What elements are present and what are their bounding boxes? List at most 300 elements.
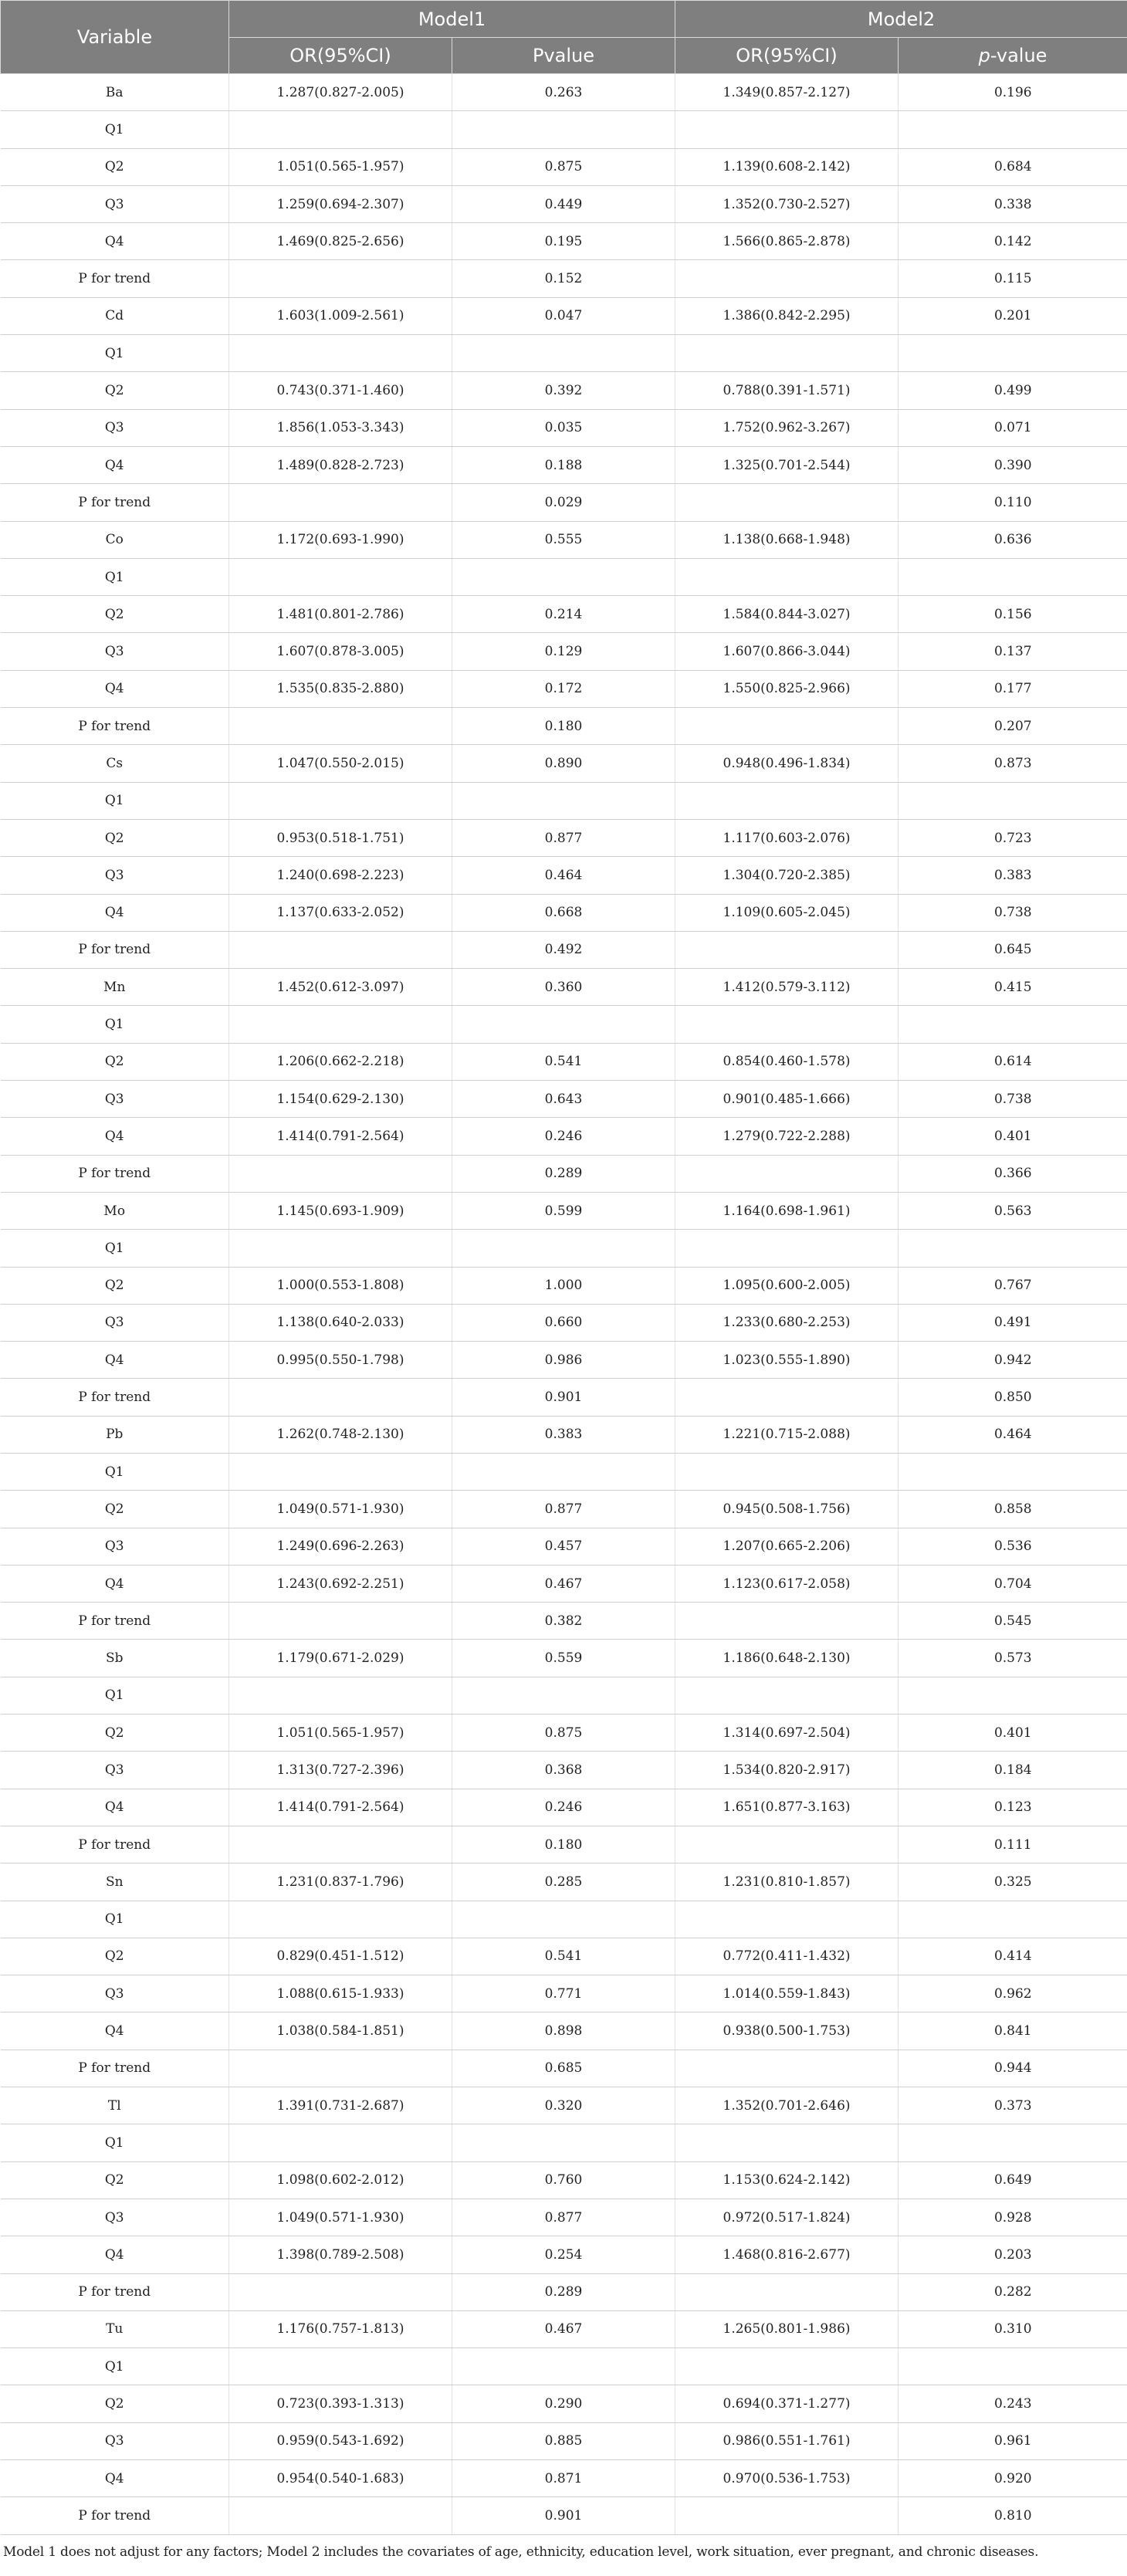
table-row bbox=[1, 1528, 1127, 1565]
table-row bbox=[1, 74, 1127, 111]
table-row bbox=[1, 1043, 1127, 1080]
cell-model2-pvalue: 0.196 bbox=[899, 74, 1127, 111]
cell-model2-pvalue: 0.545 bbox=[899, 1603, 1127, 1640]
cell-model1-pvalue: 0.254 bbox=[452, 2236, 675, 2273]
cell-model2-or: 1.534(0.820-2.917) bbox=[675, 1752, 899, 1789]
table-row bbox=[1, 1789, 1127, 1826]
table-row bbox=[1, 2273, 1127, 2310]
cell-model2-pvalue: 0.942 bbox=[899, 1342, 1127, 1379]
cell-model2-or bbox=[675, 260, 899, 297]
cell-model1-or bbox=[229, 708, 452, 745]
cell-model1-or: 1.047(0.550-2.015) bbox=[229, 745, 452, 782]
cell-variable: Mo bbox=[1, 1192, 229, 1229]
cell-model2-or: 0.970(0.536-1.753) bbox=[675, 2460, 899, 2497]
cell-model2-or: 1.386(0.842-2.295) bbox=[675, 297, 899, 334]
cell-variable: Q3 bbox=[1, 2199, 229, 2236]
cell-variable: Mn bbox=[1, 969, 229, 1006]
table-row bbox=[1, 2161, 1127, 2199]
cell-variable: P for trend bbox=[1, 1603, 229, 1640]
cell-model2-or: 1.304(0.720-2.385) bbox=[675, 857, 899, 894]
header-value-suffix: -value bbox=[990, 45, 1047, 66]
cell-model2-or: 1.584(0.844-3.027) bbox=[675, 596, 899, 633]
table-row bbox=[1, 1901, 1127, 1938]
table-row bbox=[1, 1230, 1127, 1267]
cell-model1-pvalue: 0.599 bbox=[452, 1192, 675, 1229]
cell-model1-pvalue: 0.467 bbox=[452, 1565, 675, 1602]
cell-model2-pvalue: 0.961 bbox=[899, 2422, 1127, 2459]
cell-model1-pvalue: 0.047 bbox=[452, 297, 675, 334]
cell-model2-or: 0.901(0.485-1.666) bbox=[675, 1081, 899, 1118]
cell-model1-pvalue: 0.285 bbox=[452, 1863, 675, 1901]
cell-model2-pvalue: 0.282 bbox=[899, 2273, 1127, 2310]
cell-model2-or bbox=[675, 558, 899, 595]
cell-model1-pvalue bbox=[452, 1006, 675, 1043]
cell-model1-pvalue: 0.877 bbox=[452, 2199, 675, 2236]
cell-model2-or bbox=[675, 1230, 899, 1267]
cell-variable: Q1 bbox=[1, 1230, 229, 1267]
cell-model2-or bbox=[675, 111, 899, 148]
table-row bbox=[1, 969, 1127, 1006]
cell-model1-pvalue: 0.660 bbox=[452, 1304, 675, 1341]
cell-model1-or: 1.287(0.827-2.005) bbox=[229, 74, 452, 111]
cell-variable: P for trend bbox=[1, 2050, 229, 2087]
cell-model1-or bbox=[229, 2497, 452, 2534]
cell-model1-pvalue: 0.195 bbox=[452, 223, 675, 260]
cell-model2-or bbox=[675, 1677, 899, 1714]
cell-variable: Q3 bbox=[1, 185, 229, 222]
cell-variable: Q3 bbox=[1, 1752, 229, 1789]
cell-model1-pvalue: 0.559 bbox=[452, 1640, 675, 1677]
cell-variable: Q3 bbox=[1, 633, 229, 670]
table-row bbox=[1, 894, 1127, 931]
cell-model1-or: 1.414(0.791-2.564) bbox=[229, 1118, 452, 1155]
cell-variable: Q2 bbox=[1, 2385, 229, 2422]
cell-model1-pvalue: 0.464 bbox=[452, 857, 675, 894]
header-model1-or: OR(95%CI) bbox=[229, 38, 452, 74]
table-row bbox=[1, 1379, 1127, 1416]
cell-model1-or bbox=[229, 1230, 452, 1267]
cell-model2-pvalue: 0.243 bbox=[899, 2385, 1127, 2422]
cell-variable: Q2 bbox=[1, 148, 229, 185]
cell-model1-or: 1.049(0.571-1.930) bbox=[229, 2199, 452, 2236]
cell-model1-or bbox=[229, 1677, 452, 1714]
table-row bbox=[1, 1640, 1127, 1677]
cell-variable: P for trend bbox=[1, 1826, 229, 1863]
cell-model2-or bbox=[675, 2124, 899, 2161]
cell-model2-pvalue bbox=[899, 1677, 1127, 1714]
cell-model1-or: 1.138(0.640-2.033) bbox=[229, 1304, 452, 1341]
cell-model2-or: 1.314(0.697-2.504) bbox=[675, 1715, 899, 1752]
cell-model2-or: 0.854(0.460-1.578) bbox=[675, 1043, 899, 1080]
cell-model2-or bbox=[675, 2050, 899, 2087]
cell-variable: Ba bbox=[1, 74, 229, 111]
cell-variable: Q1 bbox=[1, 111, 229, 148]
cell-variable: Q1 bbox=[1, 2348, 229, 2385]
cell-model1-or: 1.231(0.837-1.796) bbox=[229, 1863, 452, 1901]
cell-model2-or bbox=[675, 335, 899, 372]
cell-model1-pvalue: 1.000 bbox=[452, 1267, 675, 1304]
cell-variable: Cd bbox=[1, 297, 229, 334]
table-row bbox=[1, 1603, 1127, 1640]
cell-model2-or: 1.349(0.857-2.127) bbox=[675, 74, 899, 111]
cell-variable: Q1 bbox=[1, 2124, 229, 2161]
cell-model1-pvalue: 0.885 bbox=[452, 2422, 675, 2459]
header-model2: Model2 bbox=[675, 1, 1127, 38]
cell-model1-or bbox=[229, 484, 452, 521]
cell-model2-or: 1.138(0.668-1.948) bbox=[675, 521, 899, 558]
table-row bbox=[1, 1081, 1127, 1118]
table-body bbox=[1, 74, 1127, 2535]
cell-model1-or: 1.179(0.671-2.029) bbox=[229, 1640, 452, 1677]
cell-model2-or bbox=[675, 1006, 899, 1043]
cell-model2-pvalue: 0.464 bbox=[899, 1416, 1127, 1453]
cell-model2-pvalue: 0.858 bbox=[899, 1491, 1127, 1528]
cell-model1-pvalue: 0.246 bbox=[452, 1118, 675, 1155]
cell-variable: Q2 bbox=[1, 1267, 229, 1304]
cell-model1-or: 0.959(0.543-1.692) bbox=[229, 2422, 452, 2459]
cell-model1-or bbox=[229, 1379, 452, 1416]
cell-model2-pvalue bbox=[899, 2348, 1127, 2385]
cell-model1-pvalue: 0.890 bbox=[452, 745, 675, 782]
table-row bbox=[1, 2310, 1127, 2348]
cell-model1-or bbox=[229, 2348, 452, 2385]
table-row bbox=[1, 2497, 1127, 2534]
header-model1-pvalue: Pvalue bbox=[452, 38, 675, 74]
cell-model2-pvalue: 0.310 bbox=[899, 2310, 1127, 2348]
cell-model2-pvalue: 0.563 bbox=[899, 1192, 1127, 1229]
cell-variable: P for trend bbox=[1, 2497, 229, 2534]
table-header bbox=[1, 1, 1127, 74]
table-row bbox=[1, 745, 1127, 782]
cell-model2-pvalue: 0.738 bbox=[899, 1081, 1127, 1118]
cell-model2-or: 0.986(0.551-1.761) bbox=[675, 2422, 899, 2459]
cell-model2-pvalue: 0.184 bbox=[899, 1752, 1127, 1789]
cell-model2-pvalue: 0.203 bbox=[899, 2236, 1127, 2273]
cell-model1-or bbox=[229, 335, 452, 372]
cell-variable: Q4 bbox=[1, 670, 229, 707]
cell-model2-pvalue: 0.115 bbox=[899, 260, 1127, 297]
cell-model1-or: 1.051(0.565-1.957) bbox=[229, 1715, 452, 1752]
cell-variable: Q1 bbox=[1, 1006, 229, 1043]
cell-variable: P for trend bbox=[1, 1155, 229, 1192]
cell-model2-or: 1.117(0.603-2.076) bbox=[675, 819, 899, 856]
cell-model1-pvalue: 0.467 bbox=[452, 2310, 675, 2348]
cell-model2-pvalue: 0.810 bbox=[899, 2497, 1127, 2534]
cell-model1-pvalue: 0.875 bbox=[452, 148, 675, 185]
cell-model1-or: 1.249(0.696-2.263) bbox=[229, 1528, 452, 1565]
header-model2-or: OR(95%CI) bbox=[675, 38, 899, 74]
cell-model1-or bbox=[229, 931, 452, 968]
cell-variable: Q1 bbox=[1, 1677, 229, 1714]
cell-model1-pvalue: 0.901 bbox=[452, 2497, 675, 2534]
cell-model2-or bbox=[675, 931, 899, 968]
table-row bbox=[1, 1975, 1127, 2012]
cell-model1-pvalue: 0.180 bbox=[452, 1826, 675, 1863]
cell-model2-or bbox=[675, 1379, 899, 1416]
cell-model1-or: 0.723(0.393-1.313) bbox=[229, 2385, 452, 2422]
cell-model2-or bbox=[675, 1901, 899, 1938]
table-row bbox=[1, 2385, 1127, 2422]
cell-model1-or: 1.145(0.693-1.909) bbox=[229, 1192, 452, 1229]
cell-variable: Cs bbox=[1, 745, 229, 782]
cell-variable: Q3 bbox=[1, 1528, 229, 1565]
table-row bbox=[1, 1826, 1127, 1863]
cell-model2-pvalue: 0.071 bbox=[899, 409, 1127, 446]
cell-model1-pvalue bbox=[452, 1453, 675, 1490]
cell-variable: P for trend bbox=[1, 1379, 229, 1416]
table-row bbox=[1, 521, 1127, 558]
cell-model2-pvalue: 0.738 bbox=[899, 894, 1127, 931]
table-row bbox=[1, 484, 1127, 521]
cell-model1-pvalue: 0.152 bbox=[452, 260, 675, 297]
cell-model1-pvalue: 0.383 bbox=[452, 1416, 675, 1453]
cell-model1-or bbox=[229, 1826, 452, 1863]
table-row bbox=[1, 2124, 1127, 2161]
cell-model2-or bbox=[675, 1826, 899, 1863]
cell-model2-pvalue: 0.499 bbox=[899, 372, 1127, 409]
cell-model1-or bbox=[229, 1006, 452, 1043]
cell-model2-or bbox=[675, 2273, 899, 2310]
cell-model1-or: 0.829(0.451-1.512) bbox=[229, 1938, 452, 1975]
cell-model1-pvalue: 0.901 bbox=[452, 1379, 675, 1416]
cell-model2-pvalue: 0.110 bbox=[899, 484, 1127, 521]
cell-model1-pvalue: 0.263 bbox=[452, 74, 675, 111]
table-row bbox=[1, 1752, 1127, 1789]
cell-variable: P for trend bbox=[1, 484, 229, 521]
cell-model2-pvalue bbox=[899, 782, 1127, 819]
cell-variable: P for trend bbox=[1, 2273, 229, 2310]
cell-variable: Tu bbox=[1, 2310, 229, 2348]
cell-model1-or: 0.953(0.518-1.751) bbox=[229, 819, 452, 856]
cell-model1-or: 1.051(0.565-1.957) bbox=[229, 148, 452, 185]
cell-model1-pvalue: 0.368 bbox=[452, 1752, 675, 1789]
cell-variable: Tl bbox=[1, 2087, 229, 2124]
cell-model1-or bbox=[229, 1901, 452, 1938]
cell-model1-or bbox=[229, 1155, 452, 1192]
cell-model1-pvalue: 0.643 bbox=[452, 1081, 675, 1118]
table-row bbox=[1, 2236, 1127, 2273]
cell-model2-pvalue: 0.207 bbox=[899, 708, 1127, 745]
table-row bbox=[1, 335, 1127, 372]
cell-model1-or: 1.313(0.727-2.396) bbox=[229, 1752, 452, 1789]
table-row bbox=[1, 2012, 1127, 2050]
cell-model1-or: 1.414(0.791-2.564) bbox=[229, 1789, 452, 1826]
cell-model1-or bbox=[229, 1453, 452, 1490]
cell-model2-or bbox=[675, 708, 899, 745]
cell-model2-pvalue bbox=[899, 335, 1127, 372]
cell-model2-or: 1.207(0.665-2.206) bbox=[675, 1528, 899, 1565]
cell-model1-pvalue bbox=[452, 1901, 675, 1938]
cell-model1-or bbox=[229, 2124, 452, 2161]
cell-model2-or: 1.566(0.865-2.878) bbox=[675, 223, 899, 260]
table-row bbox=[1, 446, 1127, 483]
cell-model2-pvalue: 0.401 bbox=[899, 1715, 1127, 1752]
cell-model1-pvalue: 0.898 bbox=[452, 2012, 675, 2050]
cell-model1-pvalue: 0.668 bbox=[452, 894, 675, 931]
table-row bbox=[1, 1938, 1127, 1975]
cell-variable: P for trend bbox=[1, 708, 229, 745]
cell-model1-or: 0.743(0.371-1.460) bbox=[229, 372, 452, 409]
cell-model2-pvalue bbox=[899, 111, 1127, 148]
cell-model1-or: 1.469(0.825-2.656) bbox=[229, 223, 452, 260]
cell-model1-pvalue: 0.457 bbox=[452, 1528, 675, 1565]
cell-model1-pvalue: 0.289 bbox=[452, 2273, 675, 2310]
cell-model2-pvalue: 0.383 bbox=[899, 857, 1127, 894]
table-row bbox=[1, 111, 1127, 148]
cell-model2-or: 1.164(0.698-1.961) bbox=[675, 1192, 899, 1229]
cell-model1-pvalue bbox=[452, 782, 675, 819]
cell-model1-or bbox=[229, 2273, 452, 2310]
cell-variable: Q4 bbox=[1, 1565, 229, 1602]
cell-model2-or: 1.752(0.962-3.267) bbox=[675, 409, 899, 446]
cell-model2-or: 1.265(0.801-1.986) bbox=[675, 2310, 899, 2348]
cell-model1-pvalue bbox=[452, 2124, 675, 2161]
header-variable: Variable bbox=[1, 1, 229, 74]
cell-variable: Q3 bbox=[1, 409, 229, 446]
cell-model2-pvalue bbox=[899, 558, 1127, 595]
cell-variable: Q1 bbox=[1, 782, 229, 819]
cell-model2-or: 1.231(0.810-1.857) bbox=[675, 1863, 899, 1901]
cell-model2-or: 0.972(0.517-1.824) bbox=[675, 2199, 899, 2236]
table-row bbox=[1, 633, 1127, 670]
cell-model2-pvalue: 0.156 bbox=[899, 596, 1127, 633]
cell-model1-pvalue: 0.877 bbox=[452, 1491, 675, 1528]
cell-model2-pvalue: 0.373 bbox=[899, 2087, 1127, 2124]
table-row bbox=[1, 1342, 1127, 1379]
cell-model1-or: 1.172(0.693-1.990) bbox=[229, 521, 452, 558]
cell-model2-or: 1.023(0.555-1.890) bbox=[675, 1342, 899, 1379]
table-row bbox=[1, 297, 1127, 334]
table-row bbox=[1, 782, 1127, 819]
table-row bbox=[1, 1863, 1127, 1901]
cell-model2-pvalue: 0.338 bbox=[899, 185, 1127, 222]
cell-model2-pvalue: 0.177 bbox=[899, 670, 1127, 707]
cell-model1-pvalue: 0.877 bbox=[452, 819, 675, 856]
cell-model1-or: 1.489(0.828-2.723) bbox=[229, 446, 452, 483]
cell-model2-pvalue: 0.414 bbox=[899, 1938, 1127, 1975]
cell-model2-or: 1.186(0.648-2.130) bbox=[675, 1640, 899, 1677]
cell-variable: Q3 bbox=[1, 1081, 229, 1118]
cell-model1-pvalue bbox=[452, 335, 675, 372]
cell-model2-or: 1.221(0.715-2.088) bbox=[675, 1416, 899, 1453]
cell-model1-or: 1.259(0.694-2.307) bbox=[229, 185, 452, 222]
cell-model2-pvalue bbox=[899, 1006, 1127, 1043]
header-model1: Model1 bbox=[229, 1, 675, 38]
table-row bbox=[1, 1192, 1127, 1229]
table-row bbox=[1, 2460, 1127, 2497]
cell-model2-or: 1.325(0.701-2.544) bbox=[675, 446, 899, 483]
table-row bbox=[1, 857, 1127, 894]
cell-model1-pvalue: 0.392 bbox=[452, 372, 675, 409]
cell-model2-or: 1.651(0.877-3.163) bbox=[675, 1789, 899, 1826]
cell-model2-pvalue bbox=[899, 1453, 1127, 1490]
cell-model1-pvalue: 0.214 bbox=[452, 596, 675, 633]
cell-model1-pvalue: 0.246 bbox=[452, 1789, 675, 1826]
table-row bbox=[1, 2199, 1127, 2236]
cell-variable: Q3 bbox=[1, 857, 229, 894]
cell-model2-pvalue: 0.111 bbox=[899, 1826, 1127, 1863]
cell-variable: Q2 bbox=[1, 819, 229, 856]
cell-model2-pvalue: 0.850 bbox=[899, 1379, 1127, 1416]
cell-model1-or: 1.262(0.748-2.130) bbox=[229, 1416, 452, 1453]
cell-variable: Q3 bbox=[1, 1304, 229, 1341]
cell-model2-pvalue: 0.944 bbox=[899, 2050, 1127, 2087]
table-row bbox=[1, 819, 1127, 856]
cell-model1-or: 0.995(0.550-1.798) bbox=[229, 1342, 452, 1379]
cell-model2-pvalue: 0.325 bbox=[899, 1863, 1127, 1901]
cell-model2-or: 1.153(0.624-2.142) bbox=[675, 2161, 899, 2199]
cell-model1-pvalue: 0.541 bbox=[452, 1938, 675, 1975]
cell-model2-pvalue: 0.201 bbox=[899, 297, 1127, 334]
cell-model2-or bbox=[675, 2497, 899, 2534]
cell-variable: Q1 bbox=[1, 1901, 229, 1938]
table-row bbox=[1, 596, 1127, 633]
cell-model2-or bbox=[675, 2348, 899, 2385]
cell-model2-pvalue: 0.645 bbox=[899, 931, 1127, 968]
cell-model2-or: 1.468(0.816-2.677) bbox=[675, 2236, 899, 2273]
cell-model1-pvalue: 0.771 bbox=[452, 1975, 675, 2012]
cell-variable: Q1 bbox=[1, 1453, 229, 1490]
table-row bbox=[1, 148, 1127, 185]
cell-model1-or: 1.481(0.801-2.786) bbox=[229, 596, 452, 633]
cell-model2-pvalue: 0.928 bbox=[899, 2199, 1127, 2236]
cell-model1-pvalue bbox=[452, 2348, 675, 2385]
table-row bbox=[1, 1715, 1127, 1752]
cell-variable: Q2 bbox=[1, 596, 229, 633]
cell-model1-pvalue bbox=[452, 1230, 675, 1267]
cell-model1-or bbox=[229, 260, 452, 297]
cell-model2-or bbox=[675, 484, 899, 521]
table-row bbox=[1, 931, 1127, 968]
cell-model2-or bbox=[675, 1453, 899, 1490]
table-row bbox=[1, 1304, 1127, 1341]
cell-model1-or: 1.137(0.633-2.052) bbox=[229, 894, 452, 931]
cell-variable: Q4 bbox=[1, 2012, 229, 2050]
table-row bbox=[1, 670, 1127, 707]
cell-model1-or: 0.954(0.540-1.683) bbox=[229, 2460, 452, 2497]
cell-model2-or: 1.607(0.866-3.044) bbox=[675, 633, 899, 670]
cell-variable: Q4 bbox=[1, 894, 229, 931]
table-row bbox=[1, 409, 1127, 446]
cell-model1-or: 1.452(0.612-3.097) bbox=[229, 969, 452, 1006]
cell-model2-or: 0.945(0.508-1.756) bbox=[675, 1491, 899, 1528]
cell-variable: Q2 bbox=[1, 1715, 229, 1752]
cell-model2-or bbox=[675, 782, 899, 819]
table-row bbox=[1, 708, 1127, 745]
cell-variable: Q4 bbox=[1, 1342, 229, 1379]
cell-model2-pvalue: 0.536 bbox=[899, 1528, 1127, 1565]
cell-model1-pvalue: 0.035 bbox=[452, 409, 675, 446]
cell-model2-or: 1.233(0.680-2.253) bbox=[675, 1304, 899, 1341]
cell-model1-pvalue bbox=[452, 111, 675, 148]
cell-variable: Q1 bbox=[1, 335, 229, 372]
table-row bbox=[1, 1416, 1127, 1453]
cell-variable: Q4 bbox=[1, 223, 229, 260]
cell-model1-or bbox=[229, 2050, 452, 2087]
cell-variable: Q3 bbox=[1, 1975, 229, 2012]
cell-model1-pvalue: 0.188 bbox=[452, 446, 675, 483]
cell-model2-or: 0.948(0.496-1.834) bbox=[675, 745, 899, 782]
cell-model2-or: 1.123(0.617-2.058) bbox=[675, 1565, 899, 1602]
cell-model1-pvalue: 0.986 bbox=[452, 1342, 675, 1379]
cell-model1-pvalue: 0.129 bbox=[452, 633, 675, 670]
cell-model2-or: 0.694(0.371-1.277) bbox=[675, 2385, 899, 2422]
cell-model2-or bbox=[675, 1603, 899, 1640]
cell-model1-or: 1.607(0.878-3.005) bbox=[229, 633, 452, 670]
cell-variable: Q4 bbox=[1, 1789, 229, 1826]
cell-model2-pvalue: 0.142 bbox=[899, 223, 1127, 260]
cell-model2-or: 1.109(0.605-2.045) bbox=[675, 894, 899, 931]
